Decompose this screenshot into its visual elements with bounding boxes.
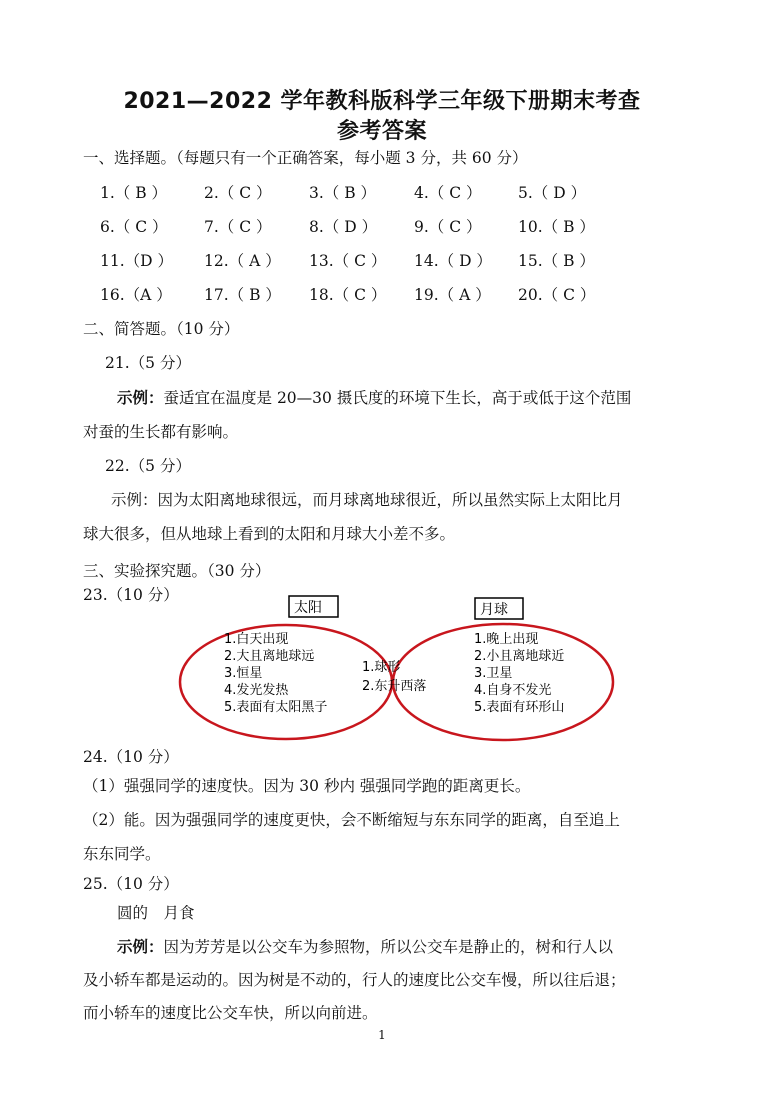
answer-item: 8.（ D ） <box>309 218 378 236</box>
q25-text1: 因为芳芳是以公交车为参照物，所以公交车是静止的，树和行人以 <box>163 938 614 956</box>
document-title: 2021—2022 学年教科版科学三年级下册期末考查 <box>123 89 641 114</box>
venn-left-item: 2.大且离地球远 <box>224 649 315 664</box>
q21-text1: 蚕适宜在温度是 20—30 摄氏度的环境下生长，高于或低于这个范围 <box>163 389 632 407</box>
q25-answer-line3: 而小轿车的速度比公交车快，所以向前进。 <box>83 1004 378 1022</box>
venn-middle-item: 2.东升西落 <box>362 679 427 694</box>
answer-item: 6.（ C ） <box>100 218 168 236</box>
q22-answer-line1: 示例：因为太阳离地球很远，而月球离地球很近，所以虽然实际上太阳比月 <box>111 491 623 509</box>
q24-answer-2-line1: （2）能。因为强强同学的速度更快，会不断缩短与东东同学的距离，自至追上 <box>83 811 620 829</box>
venn-left-item: 4.发光发热 <box>224 683 289 698</box>
answer-item: 10.（ B ） <box>518 218 595 236</box>
venn-middle-item: 1.球形 <box>362 660 401 675</box>
venn-right-item: 5.表面有环形山 <box>474 700 565 715</box>
answer-item: 16.（A ） <box>100 286 172 304</box>
venn-left-item: 3.恒星 <box>224 666 263 681</box>
answer-item: 14.（ D ） <box>414 252 492 270</box>
answer-item: 19.（ A ） <box>414 286 491 304</box>
venn-right-item: 3.卫星 <box>474 666 513 681</box>
section3-heading: 三、实验探究题。（30 分） <box>83 562 271 580</box>
answer-row <box>0 249 764 273</box>
answer-item: 18.（ C ） <box>309 286 387 304</box>
venn-right-item: 4.自身不发光 <box>474 683 552 698</box>
answer-item: 13.（ C ） <box>309 252 387 270</box>
q25-answer-line1 <box>117 936 613 958</box>
q21-example-label: 示例： <box>117 389 164 407</box>
answer-item: 5.（ D ） <box>518 184 587 202</box>
venn-moon-title: 月球 <box>480 602 508 618</box>
answer-item: 11.（D ） <box>100 252 174 270</box>
section1-heading: 一、选择题。（每题只有一个正确答案，每小题 3 分，共 60 分） <box>83 149 528 167</box>
venn-right-item: 2.小且离地球近 <box>474 649 565 664</box>
answer-row <box>0 181 764 205</box>
venn-sun-title: 太阳 <box>294 600 322 616</box>
answer-item: 4.（ C ） <box>414 184 482 202</box>
venn-diagram <box>176 592 626 747</box>
answer-item: 9.（ C ） <box>414 218 482 236</box>
answer-item: 20.（ C ） <box>518 286 596 304</box>
q24-answer-1: （1）强强同学的速度快。因为 30 秒内 强强同学跑的距离更长。 <box>83 777 531 795</box>
q22-answer-line2: 球大很多，但从地球上看到的太阳和月球大小差不多。 <box>83 525 456 543</box>
answer-item: 2.（ C ） <box>204 184 272 202</box>
q25-label: 25.（10 分） <box>83 875 179 893</box>
answer-item: 15.（ B ） <box>518 252 595 270</box>
venn-right-item: 1.晚上出现 <box>474 632 539 647</box>
answer-item: 12.（ A ） <box>204 252 281 270</box>
q24-label: 24.（10 分） <box>83 748 179 766</box>
page-number: 1 <box>378 1028 386 1042</box>
section2-heading: 二、简答题。（10 分） <box>83 320 240 338</box>
q21-answer-line1 <box>117 387 631 409</box>
answer-item: 1.（ B ） <box>100 184 168 202</box>
venn-left-item: 5.表面有太阳黑子 <box>224 700 328 715</box>
venn-left-item: 1.白天出现 <box>224 632 289 647</box>
q21-answer-line2: 对蚕的生长都有影响。 <box>83 423 239 441</box>
q25-answer-line2: 及小轿车都是运动的。因为树是不动的，行人的速度比公交车慢，所以往后退； <box>83 971 626 989</box>
q24-answer-2-line2: 东东同学。 <box>83 845 161 863</box>
answer-row <box>0 215 764 239</box>
q23-label: 23.（10 分） <box>83 586 179 604</box>
document-subtitle: 参考答案 <box>336 119 427 144</box>
q22-label: 22.（5 分） <box>105 457 191 475</box>
answer-item: 3.（ B ） <box>309 184 377 202</box>
q21-label: 21.（5 分） <box>105 354 191 372</box>
q25-example-label: 示例： <box>117 938 164 956</box>
q25-blanks: 圆的 月食 <box>117 904 195 922</box>
answer-row <box>0 283 764 307</box>
answer-item: 17.（ B ） <box>204 286 281 304</box>
answer-item: 7.（ C ） <box>204 218 272 236</box>
